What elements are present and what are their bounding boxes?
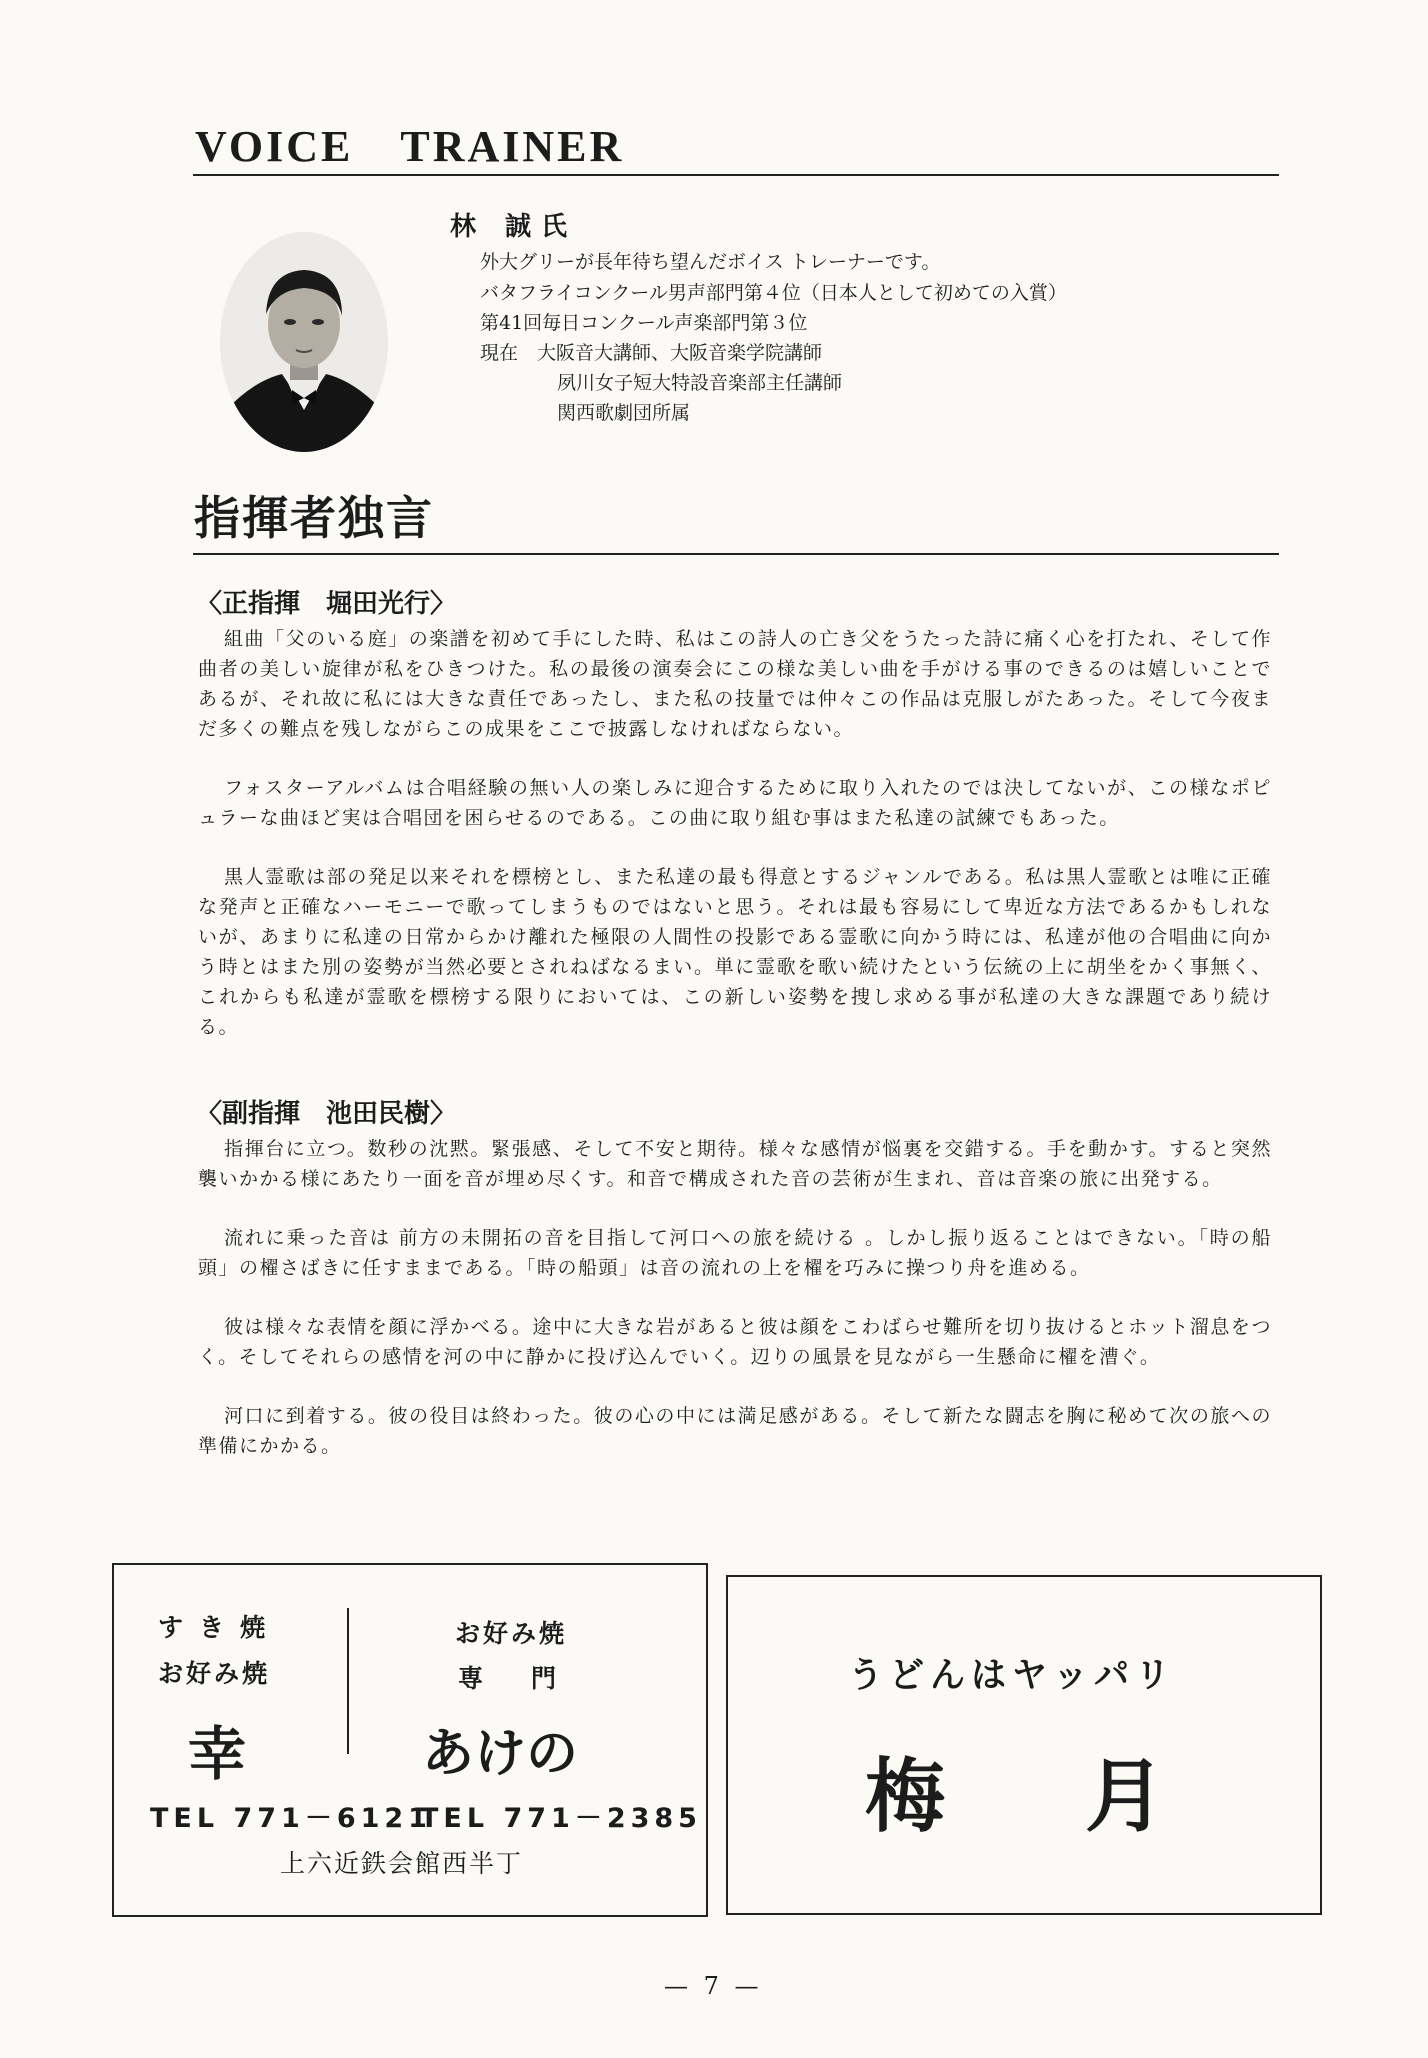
section-heading-main-conductor: 〈正指揮 堀田光行〉 [196,589,457,619]
section-heading-sub-conductor: 〈副指揮 池田民樹〉 [196,1099,457,1129]
ad-phone: TEL 771－6121 [150,1803,432,1834]
bio-line: 関西歌劇団所属 [557,402,691,424]
ad-divider [347,1608,349,1754]
bio-line: バタフライコンクール男声部門第４位（日本人として初めての入賞） [480,282,1067,304]
ad-text: お好み焼 [455,1619,568,1648]
heading-rule [193,174,1279,176]
trainer-name: 林 誠氏 [450,212,578,242]
ad-shop-name: 梅月 [865,1750,1305,1843]
essay-rule [193,553,1279,555]
essay-paragraph: 黒人霊歌は部の発足以来それを標榜とし、また私達の最も得意とするジャンルである。私は黒人霊歌とは唯に正確な発声と正確なハーモニーで歌ってしまうものではないと思う。それは最も容易にして卑近な方法であるかもしれないが、あまりに私達の日常からかけ離れた極限の人間性の投影である霊歌に向かう時には、私達が他の合唱曲に向かう時とはまた別の姿勢が当然必要とされねばなるまい。単に霊歌を歌い続けたという伝統の上に胡坐をかく事無く、これからも私達が霊歌を標榜する限りにおいては、この新しい姿勢を捜し求める事が私達の大きな課題であり続ける。 [198,866,1272,1038]
ad-shop-name: あけの [422,1723,579,1784]
essay-paragraph: 組曲「父のいる庭」の楽譜を初めて手にした時、私はこの詩人の亡き父をうたった詩に痛く心を打たれ、そして作曲者の美しい旋律が私をひきつけた。私の最後の演奏会にこの様な美しい曲を手がける事のできるのは嬉しいことであるが、それ故に私には大きな責任であったし、また私の技量では仲々この作品は克服しがたあった。そして今夜まだ多くの難点を残しながらこの成果をここで披露しなければならない。 [198,628,1272,740]
voice-trainer-heading: VOICE TRAINER [195,122,625,171]
ad-tagline: うどんはヤッパリ [848,1656,1177,1696]
trainer-portrait [220,232,388,452]
essay-paragraph: 指揮台に立つ。数秒の沈黙。緊張感、そして不安と期待。様々な感情が悩裏を交錯する。手を動かす。すると突然襲いかかる様にあたり一面を音が埋め尽くす。和音で構成された音の芸術が生まれ、音は音楽の旅に出発する。 [198,1138,1272,1190]
page-number: — 7 — [664,1972,763,2000]
ad-address: 上六近鉄会館西半丁 [280,1849,524,1878]
ad-shop-name: 幸 [188,1720,247,1788]
bio-line: 第41回毎日コンクール声楽部門第３位 [480,312,808,334]
essay-paragraph: 流れに乗った音は 前方の未開拓の音を目指して河口への旅を続ける 。しかし振り返ることはできない。「時の船頭」の櫂さばきに任すままである。「時の船頭」は音の流れの上を櫂を巧みに操つり舟を進める。 [198,1227,1272,1279]
bio-line: 外大グリーが長年待ち望んだボイス トレーナーです。 [480,251,941,273]
ad-phone: TEL 771－2385 [420,1803,702,1834]
essay-paragraph: 彼は様々な表情を顔に浮かべる。途中に大きな岩があると彼は顔をこわばらせ難所を切り抜けるとホット溜息をつく。そしてそれらの感情を河の中に静かに投げ込んでいく。辺りの風景を見ながら一生懸命に櫂を漕ぐ。 [198,1316,1272,1368]
essay-paragraph: フォスターアルバムは合唱経験の無い人の楽しみに迎合するために取り入れたのでは決してないが、この様なポピュラーな曲ほど実は合唱団を困らせるのである。この曲に取り組む事はまた私達の試練でもあった。 [198,777,1272,829]
ad-text: 専門 [458,1664,605,1693]
essay-paragraph: 河口に到着する。彼の役目は終わった。彼の心の中には満足感がある。そして新たな闘志を胸に秘めて次の旅への準備にかかる。 [198,1405,1272,1457]
essay-title: 指揮者独言 [194,491,434,545]
portrait-image-icon [220,232,388,452]
bio-line: 夙川女子短大特設音楽部主任講師 [557,372,843,394]
bio-line: 現在 大阪音大講師、大阪音楽学院講師 [480,342,823,364]
ad-text: すき焼 [158,1613,282,1642]
ad-text: お好み焼 [158,1659,271,1688]
